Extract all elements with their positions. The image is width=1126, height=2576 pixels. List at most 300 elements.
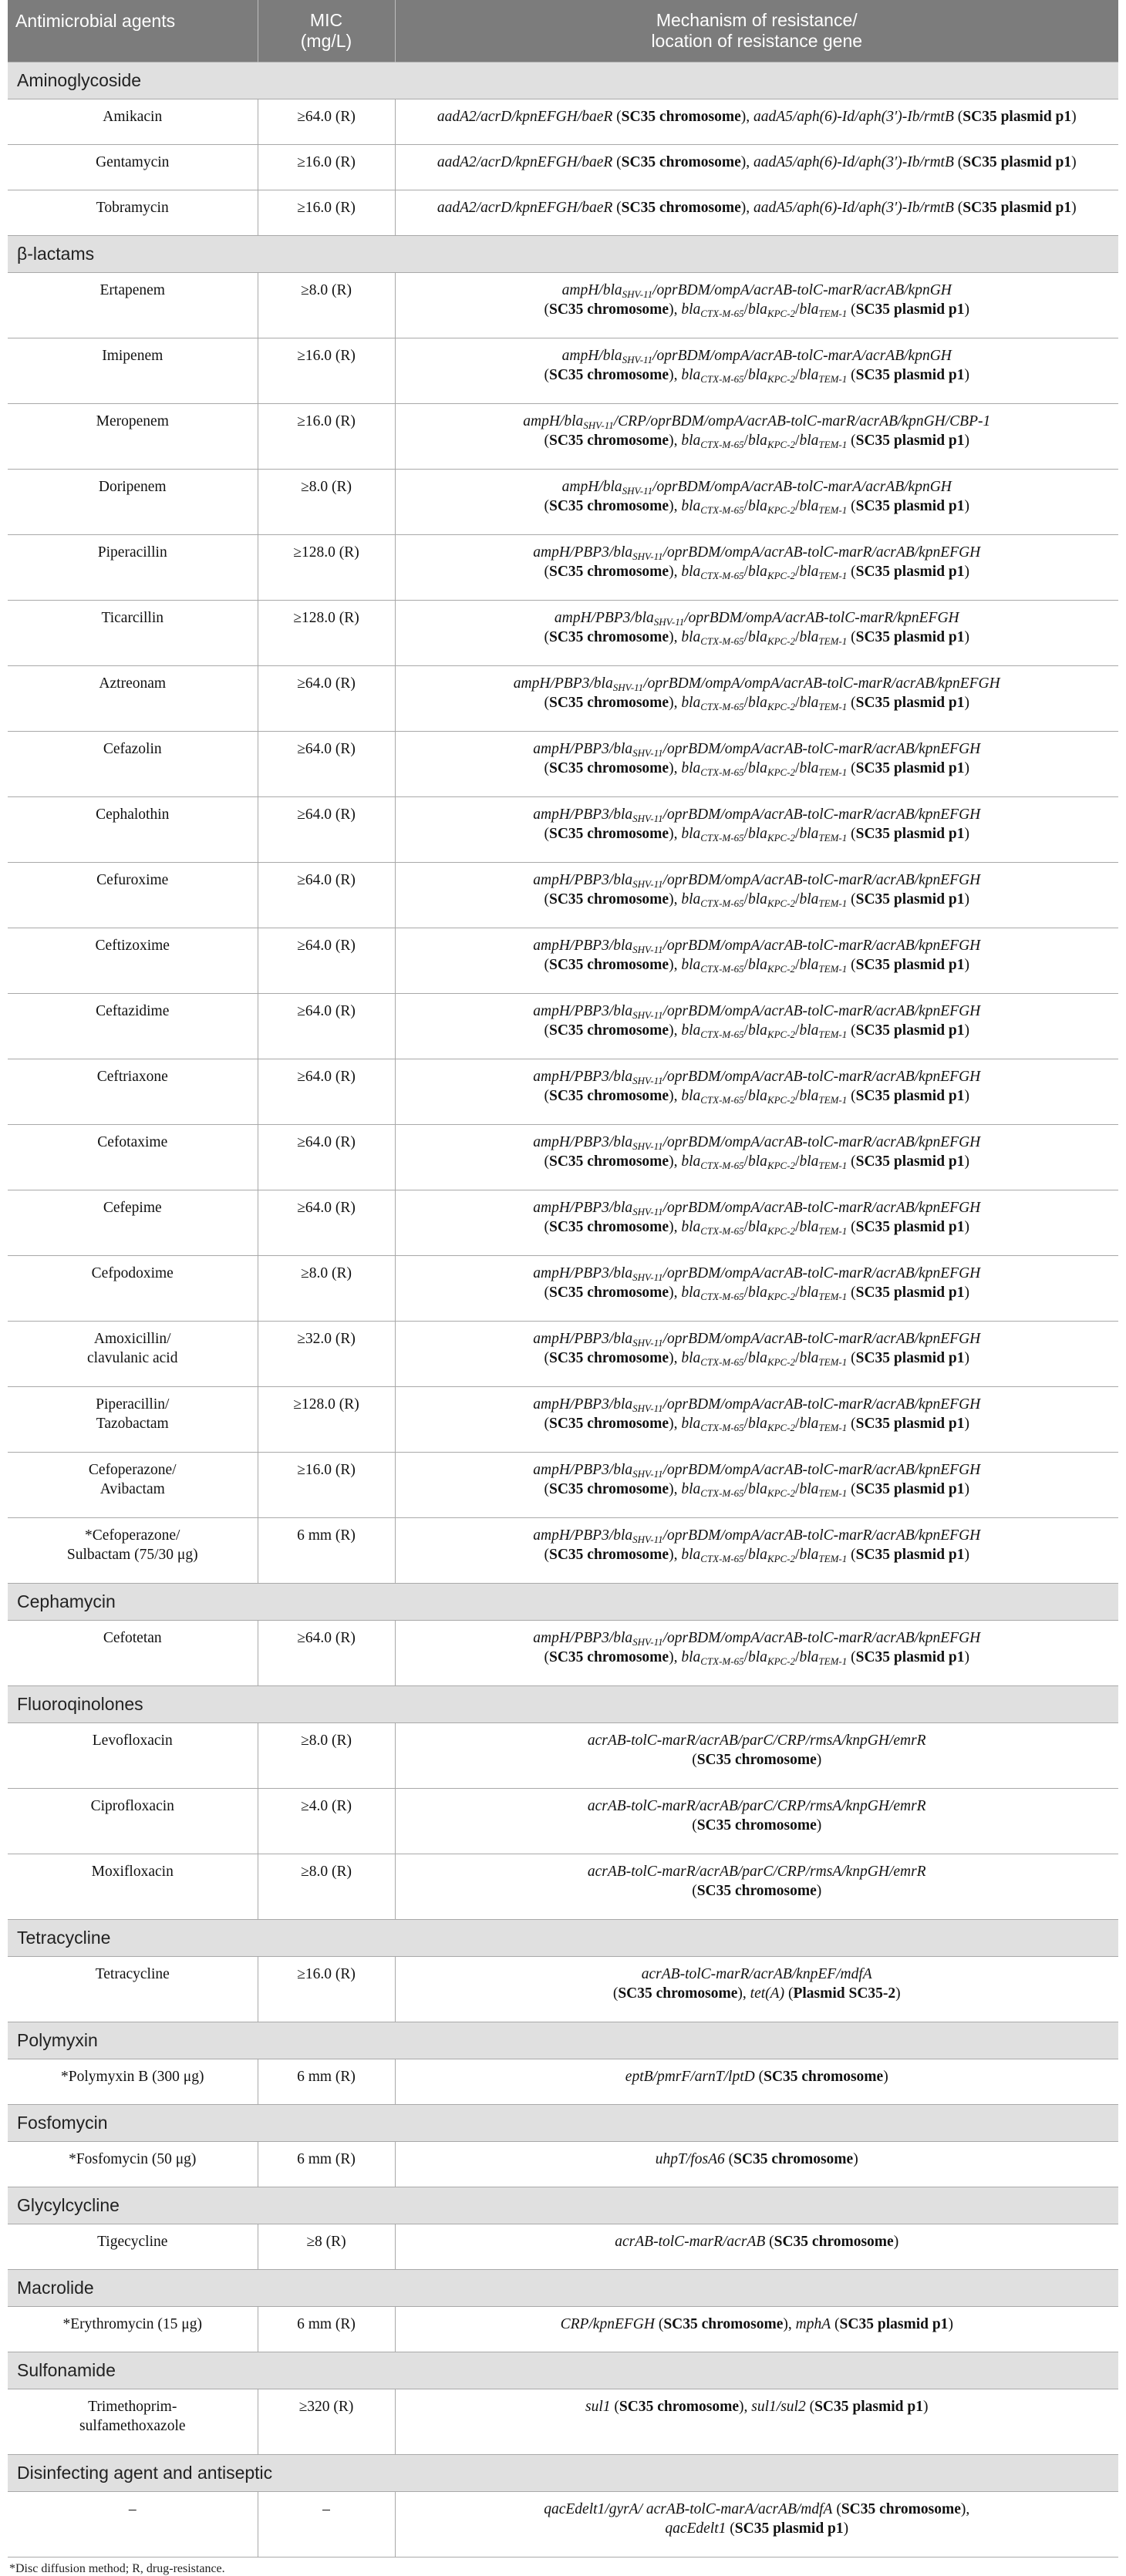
mic-cell: ≥64.0 (R) xyxy=(258,99,395,145)
gene: ampH/PBP3/bla xyxy=(533,806,633,823)
gene-subscript: CTX-M-65 xyxy=(700,570,744,581)
gene: bla xyxy=(748,891,767,907)
gene: bla xyxy=(681,498,701,514)
table-row xyxy=(8,1059,1118,1125)
gene: qacEdelt1/gyrA/ acrAB-tolC-marA/acrAB/mdfA xyxy=(544,2501,833,2517)
gene: bla xyxy=(748,433,767,449)
gene-subscript: KPC-2 xyxy=(767,1291,796,1302)
table-row xyxy=(8,145,1118,190)
gene: /oprBDM/ompA/acrAB-tolC-marA/acrAB/kpnGH xyxy=(652,479,952,495)
table-row xyxy=(8,2307,1118,2352)
gene-subscript: TEM-1 xyxy=(818,439,848,450)
gene-subscript: KPC-2 xyxy=(767,1225,796,1237)
location-label: SC35 chromosome xyxy=(548,1416,669,1432)
gene-subscript: CTX-M-65 xyxy=(700,832,744,844)
footnote: *Disc diffusion method; R, drug-resistance. xyxy=(9,2562,225,2575)
mic-cell: 6 mm (R) xyxy=(258,2307,395,2352)
gene-subscript: TEM-1 xyxy=(818,1487,848,1499)
gene: ampH/PBP3/bla xyxy=(533,1069,633,1085)
agent-name: Levofloxacin xyxy=(92,1732,173,1749)
gene-subscript: SHV-11 xyxy=(632,1468,663,1480)
agent-name: Amikacin xyxy=(103,109,163,125)
section-title: Sulfonamide xyxy=(8,2352,1118,2389)
gene-subscript: SHV-11 xyxy=(632,1206,663,1217)
gene-subscript: SHV-11 xyxy=(632,747,663,759)
gene: aadA5/aph(6)-Id/aph(3′)-Ib/rmtB xyxy=(753,200,954,216)
mechanism-cell: sul1 (SC35 chromosome), sul1/sul2 (SC35 plasmid p1) xyxy=(395,2389,1118,2455)
mechanism-cell: CRP/kpnEFGH (SC35 chromosome), mphA (SC35 plasmid p1) xyxy=(395,2307,1118,2352)
mic-cell: ≥8.0 (R) xyxy=(258,1854,395,1920)
gene: bla xyxy=(799,1285,819,1301)
gene: bla xyxy=(681,1219,701,1235)
table-row xyxy=(8,2224,1118,2270)
gene-subscript: TEM-1 xyxy=(818,1160,848,1171)
table-row xyxy=(8,994,1118,1059)
location-label: SC35 plasmid p1 xyxy=(855,760,965,776)
section-row xyxy=(8,1920,1118,1957)
gene: bla xyxy=(681,564,701,580)
agent-cell xyxy=(8,338,258,404)
location-label: SC35 chromosome xyxy=(621,154,741,170)
section-row xyxy=(8,2187,1118,2224)
table-row xyxy=(8,99,1118,145)
gene: bla xyxy=(748,1219,767,1235)
gene: bla xyxy=(748,1350,767,1366)
agent-name: Ticarcillin xyxy=(101,610,164,626)
gene: /oprBDM/ompA/acrAB-tolC-marR/acrAB/kpnEFGH xyxy=(662,1200,981,1216)
mechanism-cell: ampH/PBP3/bla$_{SHV-11}$/oprBDM/ompA/acrAB-tolC-marR/acrAB/kpnEFGH (SC35 chromosome), bla$_{CTX-M-65}$/bla$_{KPC-2}$/bla$_{TEM-1}$ (SC35 plasmid p1) xyxy=(395,797,1118,863)
gene: bla xyxy=(799,498,819,514)
agent-cell xyxy=(8,1453,258,1518)
agent-name: Tetracycline xyxy=(95,1966,170,1982)
gene: tet(A) xyxy=(750,1985,785,2002)
gene-subscript: TEM-1 xyxy=(818,1553,848,1564)
section-title: Disinfecting agent and antiseptic xyxy=(8,2455,1118,2492)
table-row xyxy=(8,863,1118,928)
gene-subscript: SHV-11 xyxy=(583,419,614,431)
gene: ampH/PBP3/bla xyxy=(513,675,613,692)
agent-name: Aztreonam xyxy=(99,675,167,692)
agent-name: – xyxy=(128,2501,137,2517)
gene: /oprBDM/ompA/acrAB-tolC-marR/acrAB/kpnEFGH xyxy=(662,1069,981,1085)
section-row xyxy=(8,2455,1118,2492)
mic-cell: ≥320 (R) xyxy=(258,2389,395,2455)
gene: bla xyxy=(681,1649,701,1665)
table-row xyxy=(8,1453,1118,1518)
table-row xyxy=(8,404,1118,470)
agent-cell xyxy=(8,535,258,601)
mechanism-cell: acrAB-tolC-marR/acrAB/parC/CRP/rmsA/knpGH/emrR (SC35 chromosome) xyxy=(395,1854,1118,1920)
gene: ampH/PBP3/bla xyxy=(533,872,633,888)
mic-cell: ≥8.0 (R) xyxy=(258,1723,395,1789)
mic-cell: ≥16.0 (R) xyxy=(258,145,395,190)
gene-subscript: KPC-2 xyxy=(767,570,796,581)
agent-cell xyxy=(8,2059,258,2105)
gene: bla xyxy=(681,1153,701,1170)
agent-cell xyxy=(8,2224,258,2270)
gene: bla xyxy=(748,1481,767,1497)
agent-name: Cefotaxime xyxy=(97,1134,168,1150)
mic-cell: ≥128.0 (R) xyxy=(258,601,395,666)
agent-name: Imipenem xyxy=(102,348,164,364)
agent-cell xyxy=(8,928,258,994)
gene-subscript: SHV-11 xyxy=(632,1337,663,1349)
gene: sul1 xyxy=(585,2399,611,2415)
gene-subscript: TEM-1 xyxy=(818,1291,848,1302)
agent-cell xyxy=(8,1059,258,1125)
agent-name: Doripenem xyxy=(98,479,167,495)
gene-subscript: CTX-M-65 xyxy=(700,701,744,712)
gene: bla xyxy=(748,367,767,383)
gene-subscript: SHV-11 xyxy=(653,616,685,628)
agent-name: Moxifloxacin xyxy=(91,1864,174,1880)
gene-subscript: CTX-M-65 xyxy=(700,1225,744,1237)
agent-name: Piperacillin xyxy=(97,544,167,561)
location-label: SC35 plasmid p1 xyxy=(855,826,965,842)
table-row xyxy=(8,2059,1118,2105)
gene-subscript: CTX-M-65 xyxy=(700,373,744,385)
gene: ampH/PBP3/bla xyxy=(533,741,633,757)
gene-subscript: CTX-M-65 xyxy=(700,635,744,647)
gene: bla xyxy=(681,957,701,973)
gene-subscript: KPC-2 xyxy=(767,897,796,909)
mic-cell: 6 mm (R) xyxy=(258,2059,395,2105)
table-row xyxy=(8,928,1118,994)
gene: acrAB-tolC-marR/acrAB/knpEF/mdfA xyxy=(641,1966,872,1982)
location-label: SC35 plasmid p1 xyxy=(855,1153,965,1170)
gene-subscript: SHV-11 xyxy=(632,1534,663,1545)
agent-cell xyxy=(8,273,258,338)
gene: /oprBDM/ompA/acrAB-tolC-marR/acrAB/kpnEFGH xyxy=(662,1462,981,1478)
location-label: SC35 plasmid p1 xyxy=(855,1022,965,1039)
location-label: SC35 chromosome xyxy=(548,433,669,449)
gene-subscript: CTX-M-65 xyxy=(700,1487,744,1499)
location-label: SC35 chromosome xyxy=(696,1817,817,1834)
gene: bla xyxy=(799,564,819,580)
gene: bla xyxy=(681,433,701,449)
table-row xyxy=(8,1854,1118,1920)
location-label: SC35 plasmid p1 xyxy=(855,433,965,449)
mechanism-cell: acrAB-tolC-marR/acrAB/parC/CRP/rmsA/knpGH/emrR (SC35 chromosome) xyxy=(395,1723,1118,1789)
mechanism-cell: ampH/PBP3/bla$_{SHV-11}$/oprBDM/ompA/acrAB-tolC-marR/acrAB/kpnEFGH (SC35 chromosome), bla$_{CTX-M-65}$/bla$_{KPC-2}$/bla$_{TEM-1}$ (SC35 plasmid p1) xyxy=(395,1322,1118,1387)
section-title: Fosfomycin xyxy=(8,2105,1118,2142)
gene-subscript: SHV-11 xyxy=(622,288,653,300)
gene-subscript: KPC-2 xyxy=(767,701,796,712)
agent-name: Ceftazidime xyxy=(96,1003,170,1019)
agent-cell xyxy=(8,1621,258,1686)
gene: sul1/sul2 xyxy=(751,2399,806,2415)
location-label: SC35 plasmid p1 xyxy=(855,1481,965,1497)
gene: aadA2/acrD/kpnEFGH/baeR xyxy=(437,154,613,170)
location-label: SC35 plasmid p1 xyxy=(855,1219,965,1235)
gene: ampH/PBP3/bla xyxy=(533,1331,633,1347)
table-body xyxy=(8,62,1118,2557)
gene: acrAB-tolC-marR/acrAB xyxy=(615,2234,766,2250)
section-row xyxy=(8,62,1118,99)
gene-subscript: CTX-M-65 xyxy=(700,439,744,450)
agent-cell xyxy=(8,2492,258,2557)
gene: /oprBDM/ompA/acrAB-tolC-marR/acrAB/kpnEFGH xyxy=(662,938,981,954)
mechanism-cell: ampH/PBP3/bla$_{SHV-11}$/oprBDM/ompA/acrAB-tolC-marR/acrAB/kpnEFGH (SC35 chromosome), bla$_{CTX-M-65}$/bla$_{KPC-2}$/bla$_{TEM-1}$ (SC35 plasmid p1) xyxy=(395,732,1118,797)
agent-cell xyxy=(8,863,258,928)
table-row xyxy=(8,470,1118,535)
gene: /oprBDM/ompA/acrAB-tolC-marR/acrAB/kpnEFGH xyxy=(662,741,981,757)
gene: bla xyxy=(681,1416,701,1432)
header-mic: MIC (mg/L) xyxy=(258,0,395,62)
gene: ampH/PBP3/bla xyxy=(533,1396,633,1413)
gene: bla xyxy=(681,1481,701,1497)
agent-name: Piperacillin/ Tazobactam xyxy=(96,1396,170,1432)
gene: bla xyxy=(748,1285,767,1301)
location-label: SC35 chromosome xyxy=(764,2069,884,2085)
gene: ampH/PBP3/bla xyxy=(533,1462,633,1478)
location-label: SC35 chromosome xyxy=(733,2151,854,2167)
mechanism-cell: acrAB-tolC-marR/acrAB/knpEF/mdfA (SC35 chromosome), tet(A) (Plasmid SC35-2) xyxy=(395,1957,1118,2022)
gene-subscript: KPC-2 xyxy=(767,1356,796,1368)
agent-name: Cephalothin xyxy=(96,806,170,823)
location-label: SC35 plasmid p1 xyxy=(962,200,1072,216)
agent-cell xyxy=(8,2307,258,2352)
gene-subscript: SHV-11 xyxy=(632,1271,663,1283)
mic-cell: ≥64.0 (R) xyxy=(258,994,395,1059)
gene: bla xyxy=(748,695,767,711)
gene-subscript: SHV-11 xyxy=(632,1075,663,1086)
gene: aadA2/acrD/kpnEFGH/baeR xyxy=(437,200,613,216)
table-row xyxy=(8,2492,1118,2557)
table-row xyxy=(8,732,1118,797)
gene: /oprBDM/ompA/acrAB-tolC-marR/acrAB/kpnEFGH xyxy=(662,544,981,561)
gene-subscript: TEM-1 xyxy=(818,897,848,909)
mic-cell: ≥128.0 (R) xyxy=(258,535,395,601)
mic-cell: ≥64.0 (R) xyxy=(258,1190,395,1256)
mechanism-cell: ampH/PBP3/bla$_{SHV-11}$/oprBDM/ompA/acrAB-tolC-marR/acrAB/kpnEFGH (SC35 chromosome), bla$_{CTX-M-65}$/bla$_{KPC-2}$/bla$_{TEM-1}$ (SC35 plasmid p1) xyxy=(395,535,1118,601)
section-title: Aminoglycoside xyxy=(8,62,1118,99)
gene-subscript: SHV-11 xyxy=(632,1636,663,1648)
section-row xyxy=(8,2270,1118,2307)
agent-name: *Cefoperazone/ Sulbactam (75/30 μg) xyxy=(66,1527,198,1563)
agent-name: Amoxicillin/ clavulanic acid xyxy=(87,1331,178,1366)
location-label: SC35 chromosome xyxy=(621,109,741,125)
mic-cell: – xyxy=(258,2492,395,2557)
gene: ampH/PBP3/bla xyxy=(533,1200,633,1216)
mechanism-cell: aadA2/acrD/kpnEFGH/baeR (SC35 chromosome), aadA5/aph(6)-Id/aph(3′)-Ib/rmtB (SC35 plasmid p1) xyxy=(395,190,1118,236)
gene-subscript: CTX-M-65 xyxy=(700,504,744,516)
gene: aadA2/acrD/kpnEFGH/baeR xyxy=(437,109,613,125)
location-label: SC35 chromosome xyxy=(548,1022,669,1039)
agent-name: Gentamycin xyxy=(96,154,170,170)
location-label: SC35 chromosome xyxy=(663,2316,784,2332)
mic-cell: ≥64.0 (R) xyxy=(258,797,395,863)
location-label: SC35 plasmid p1 xyxy=(855,1547,965,1563)
gene: bla xyxy=(748,301,767,318)
gene-subscript: TEM-1 xyxy=(818,766,848,778)
agent-name: Ceftizoxime xyxy=(95,938,170,954)
location-label: SC35 chromosome xyxy=(548,695,669,711)
location-label: SC35 plasmid p1 xyxy=(855,1416,965,1432)
gene-subscript: KPC-2 xyxy=(767,766,796,778)
gene: bla xyxy=(681,891,701,907)
section-row xyxy=(8,1584,1118,1621)
section-row xyxy=(8,2105,1118,2142)
section-row xyxy=(8,236,1118,273)
gene-subscript: KPC-2 xyxy=(767,1160,796,1171)
gene: /oprBDM/ompA/acrAB-tolC-marR/acrAB/kpnEFGH xyxy=(662,806,981,823)
location-label: SC35 chromosome xyxy=(548,1350,669,1366)
table-row xyxy=(8,1256,1118,1322)
gene: ampH/bla xyxy=(561,282,622,298)
mechanism-cell: aadA2/acrD/kpnEFGH/baeR (SC35 chromosome), aadA5/aph(6)-Id/aph(3′)-Ib/rmtB (SC35 plasmid p1) xyxy=(395,145,1118,190)
location-label: SC35 chromosome xyxy=(696,1883,817,1899)
agent-cell xyxy=(8,1190,258,1256)
gene: ampH/PBP3/bla xyxy=(533,1003,633,1019)
gene: acrAB-tolC-marR/acrAB/parC/CRP/rmsA/knpGH/emrR xyxy=(587,1732,926,1749)
gene: bla xyxy=(681,367,701,383)
gene: /oprBDM/ompA/acrAB-tolC-marR/acrAB/kpnEFGH xyxy=(662,1265,981,1281)
section-title: Macrolide xyxy=(8,2270,1118,2307)
agent-name: Ceftriaxone xyxy=(96,1069,168,1085)
mic-cell: ≥64.0 (R) xyxy=(258,928,395,994)
mechanism-cell: ampH/PBP3/bla$_{SHV-11}$/oprBDM/ompA/acrAB-tolC-marR/acrAB/kpnEFGH (SC35 chromosome), bla$_{CTX-M-65}$/bla$_{KPC-2}$/bla$_{TEM-1}$ (SC35 plasmid p1) xyxy=(395,1621,1118,1686)
gene: bla xyxy=(681,1547,701,1563)
gene-subscript: CTX-M-65 xyxy=(700,1655,744,1667)
gene-subscript: CTX-M-65 xyxy=(700,308,744,319)
gene: qacEdelt1 xyxy=(665,2520,727,2537)
gene: acrAB-tolC-marR/acrAB/parC/CRP/rmsA/knpGH/emrR xyxy=(587,1864,926,1880)
gene-subscript: TEM-1 xyxy=(818,1655,848,1667)
location-label: SC35 chromosome xyxy=(548,301,669,318)
table-row xyxy=(8,1190,1118,1256)
gene: bla xyxy=(748,957,767,973)
section-title: β-lactams xyxy=(8,236,1118,273)
location-label: Plasmid SC35-2 xyxy=(793,1985,896,2002)
table-row xyxy=(8,601,1118,666)
mic-cell: ≥64.0 (R) xyxy=(258,732,395,797)
mechanism-cell: ampH/PBP3/bla$_{SHV-11}$/oprBDM/ompA/ompA/acrAB-tolC-marR/acrAB/kpnEFGH (SC35 chromosome), bla$_{CTX-M-65}$/bla$_{KPC-2}$/bla$_{TEM-1}$ (SC35 plasmid p1) xyxy=(395,666,1118,732)
gene: /oprBDM/ompA/acrAB-tolC-marR/kpnEFGH xyxy=(684,610,959,626)
gene: bla xyxy=(681,826,701,842)
table-row xyxy=(8,1723,1118,1789)
mic-cell: ≥64.0 (R) xyxy=(258,666,395,732)
table-row xyxy=(8,2389,1118,2455)
mechanism-cell: ampH/bla$_{SHV-11}$/oprBDM/ompA/acrAB-tolC-marR/acrAB/kpnGH (SC35 chromosome), bla$_{CTX-M-65}$/bla$_{KPC-2}$/bla$_{TEM-1}$ (SC35 plasmid p1) xyxy=(395,273,1118,338)
location-label: SC35 chromosome xyxy=(548,1481,669,1497)
gene: /oprBDM/ompA/acrAB-tolC-marR/acrAB/kpnEFGH xyxy=(662,1003,981,1019)
agent-cell xyxy=(8,2389,258,2455)
gene: uhpT/fosA6 xyxy=(655,2151,725,2167)
section-row xyxy=(8,1686,1118,1723)
location-label: SC35 chromosome xyxy=(548,957,669,973)
agent-cell xyxy=(8,994,258,1059)
location-label: SC35 plasmid p1 xyxy=(855,695,965,711)
agent-cell xyxy=(8,190,258,236)
gene-subscript: KPC-2 xyxy=(767,504,796,516)
resistance-table xyxy=(8,0,1118,2557)
gene-subscript: SHV-11 xyxy=(632,1402,663,1414)
mic-cell: ≥16.0 (R) xyxy=(258,404,395,470)
gene: bla xyxy=(748,629,767,645)
agent-cell xyxy=(8,601,258,666)
location-label: SC35 chromosome xyxy=(548,498,669,514)
gene: bla xyxy=(681,1350,701,1366)
mechanism-cell: ampH/PBP3/bla$_{SHV-11}$/oprBDM/ompA/acrAB-tolC-marR/acrAB/kpnEFGH (SC35 chromosome), bla$_{CTX-M-65}$/bla$_{KPC-2}$/bla$_{TEM-1}$ (SC35 plasmid p1) xyxy=(395,1387,1118,1453)
gene-subscript: CTX-M-65 xyxy=(700,963,744,975)
mechanism-cell: ampH/bla$_{SHV-11}$/oprBDM/ompA/acrAB-tolC-marA/acrAB/kpnGH (SC35 chromosome), bla$_{CTX-M-65}$/bla$_{KPC-2}$/bla$_{TEM-1}$ (SC35 plasmid p1) xyxy=(395,338,1118,404)
mic-cell: ≥16.0 (R) xyxy=(258,1453,395,1518)
location-label: SC35 chromosome xyxy=(548,564,669,580)
gene: CRP/kpnEFGH xyxy=(560,2316,655,2332)
gene: /oprBDM/ompA/acrAB-tolC-marR/acrAB/kpnEFGH xyxy=(662,1630,981,1646)
gene-subscript: TEM-1 xyxy=(818,570,848,581)
mechanism-cell: ampH/PBP3/bla$_{SHV-11}$/oprBDM/ompA/acrAB-tolC-marR/acrAB/kpnEFGH (SC35 chromosome), bla$_{CTX-M-65}$/bla$_{KPC-2}$/bla$_{TEM-1}$ (SC35 plasmid p1) xyxy=(395,1453,1118,1518)
location-label: SC35 plasmid p1 xyxy=(855,367,965,383)
location-label: SC35 plasmid p1 xyxy=(855,1285,965,1301)
gene: bla xyxy=(799,1088,819,1104)
table-row xyxy=(8,2142,1118,2187)
mic-cell: ≥8.0 (R) xyxy=(258,470,395,535)
gene: bla xyxy=(799,629,819,645)
gene: /oprBDM/ompA/acrAB-tolC-marR/acrAB/kpnGH xyxy=(652,282,952,298)
gene: bla xyxy=(681,301,701,318)
location-label: SC35 plasmid p1 xyxy=(855,957,965,973)
mic-cell: ≥64.0 (R) xyxy=(258,1621,395,1686)
gene: bla xyxy=(748,498,767,514)
gene-subscript: CTX-M-65 xyxy=(700,1553,744,1564)
agent-cell xyxy=(8,732,258,797)
gene: /oprBDM/ompA/acrAB-tolC-marR/acrAB/kpnEFGH xyxy=(662,1527,981,1544)
mic-cell: 6 mm (R) xyxy=(258,1518,395,1584)
agent-name: Cefuroxime xyxy=(96,872,169,888)
gene: bla xyxy=(799,1153,819,1170)
gene-subscript: TEM-1 xyxy=(818,963,848,975)
gene: /oprBDM/ompA/acrAB-tolC-marR/acrAB/kpnEFGH xyxy=(662,1331,981,1347)
agent-cell xyxy=(8,1957,258,2022)
gene-subscript: CTX-M-65 xyxy=(700,766,744,778)
table-row xyxy=(8,273,1118,338)
agent-name: *Fosfomycin (50 μg) xyxy=(69,2151,197,2167)
gene: mphA xyxy=(795,2316,831,2332)
gene: bla xyxy=(799,1547,819,1563)
agent-cell xyxy=(8,1125,258,1190)
gene: ampH/PBP3/bla xyxy=(554,610,654,626)
mic-cell: ≥8 (R) xyxy=(258,2224,395,2270)
location-label: SC35 plasmid p1 xyxy=(962,154,1072,170)
agent-name: Tigecycline xyxy=(97,2234,168,2250)
mechanism-cell: ampH/PBP3/bla$_{SHV-11}$/oprBDM/ompA/acrAB-tolC-marR/acrAB/kpnEFGH (SC35 chromosome), bla$_{CTX-M-65}$/bla$_{KPC-2}$/bla$_{TEM-1}$ (SC35 plasmid p1) xyxy=(395,1518,1118,1584)
table-row xyxy=(8,535,1118,601)
gene: bla xyxy=(799,301,819,318)
mechanism-cell: aadA2/acrD/kpnEFGH/baeR (SC35 chromosome), aadA5/aph(6)-Id/aph(3′)-Ib/rmtB (SC35 plasmid p1) xyxy=(395,99,1118,145)
gene-subscript: KPC-2 xyxy=(767,308,796,319)
section-title: Fluoroqinolones xyxy=(8,1686,1118,1723)
location-label: SC35 plasmid p1 xyxy=(814,2399,923,2415)
mic-cell: ≥8.0 (R) xyxy=(258,1256,395,1322)
agent-cell xyxy=(8,470,258,535)
gene: ampH/PBP3/bla xyxy=(533,1527,633,1544)
gene-subscript: SHV-11 xyxy=(632,944,663,955)
gene: /oprBDM/ompA/acrAB-tolC-marR/acrAB/kpnEFGH xyxy=(662,1396,981,1413)
gene-subscript: CTX-M-65 xyxy=(700,1356,744,1368)
table-row xyxy=(8,1621,1118,1686)
agent-name: Ertapenem xyxy=(99,282,165,298)
agent-cell xyxy=(8,1256,258,1322)
gene-subscript: TEM-1 xyxy=(818,308,848,319)
gene-subscript: CTX-M-65 xyxy=(700,1029,744,1040)
mechanism-cell: acrAB-tolC-marR/acrAB/parC/CRP/rmsA/knpGH/emrR (SC35 chromosome) xyxy=(395,1789,1118,1854)
gene-subscript: SHV-11 xyxy=(632,551,663,562)
gene: bla xyxy=(748,1547,767,1563)
gene-subscript: KPC-2 xyxy=(767,1655,796,1667)
mic-cell: ≥64.0 (R) xyxy=(258,1125,395,1190)
